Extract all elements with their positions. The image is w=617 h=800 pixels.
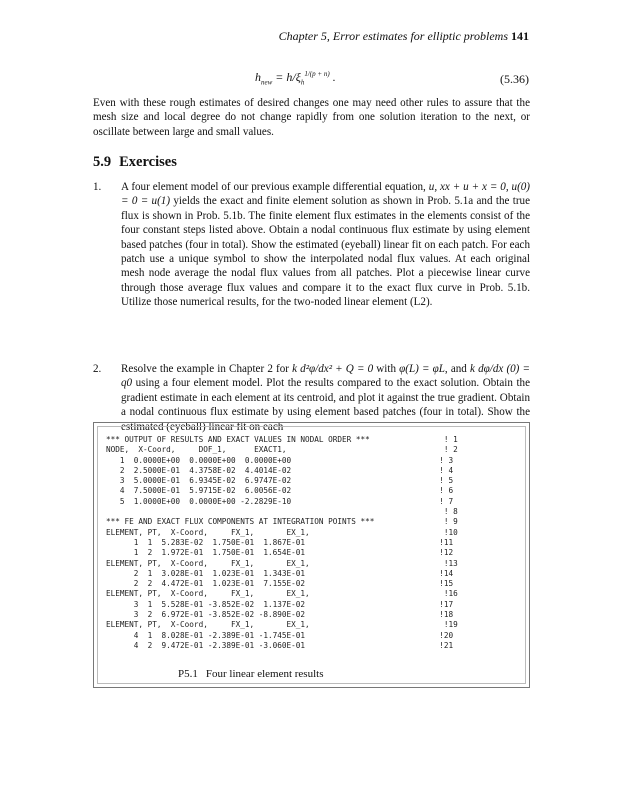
eq-xi-sub: h bbox=[300, 78, 305, 87]
section-number: 5.9 bbox=[93, 154, 112, 170]
exercise-text-part: yields the exact and finite element solution as shown in Prob. 5.1a and the true flux is shown in Prob. 5.1b. The finite element flux estimates in the elements consist of the four constant steps listed above. Obtain a nodal continuous flux estimate by using element based patches (four in total). Show the estimated (eyeball) linear fit on each patch. For each patch use a unique symbol to show the interpolated nodal flux values. At each original mesh node average the nodal flux values from all patches. Plot a piecewise linear curve through those average flux values and compare it to the exact flux curve in Prob. 5.1b. Utilize those numerical results, for the two-noded linear element (L2). bbox=[121, 195, 530, 309]
equation-5-36 bbox=[255, 70, 336, 86]
equation-number: (5.36) bbox=[500, 72, 529, 86]
figure-caption bbox=[178, 668, 323, 680]
eq-lhs-sub: new bbox=[261, 78, 273, 87]
exercise-math: k d²φ/dx² + Q = 0 bbox=[292, 363, 374, 375]
caption-text: Four linear element results bbox=[205, 668, 324, 680]
exercise-1 bbox=[93, 180, 530, 310]
eq-exponent: 1/(p + n) bbox=[304, 70, 330, 78]
exercise-text-part: with bbox=[373, 363, 400, 375]
page-number: 141 bbox=[511, 29, 529, 43]
exercise-text-part: A four element model of our previous example differential equation, bbox=[121, 181, 429, 193]
exercise-text-part: Resolve the example in Chapter 2 for bbox=[121, 363, 293, 375]
caption-label: P5.1 bbox=[178, 668, 198, 680]
eq-lhs: h bbox=[255, 70, 261, 84]
eq-rhs: = h/ξ bbox=[272, 70, 301, 84]
section-heading bbox=[93, 154, 177, 171]
exercise-text-part: using a four element model. Plot the results compared to the exact solution. Obtain the gradient estimate in each element at its centroid, and plot it against the true gradient. Obtain a nodal continuous flux estimate by using element based patches (four in total). Show the estimated (eyeball) linear fit on each bbox=[121, 377, 530, 433]
section-title: Exercises bbox=[119, 154, 177, 170]
running-header bbox=[279, 29, 529, 44]
exercise-number: 2. bbox=[93, 363, 102, 375]
console-output: *** OUTPUT OF RESULTS AND EXACT VALUES IN NODAL ORDER *** ! 1 NODE, X-Coord, DOF_1, EXACT1, ! 2 1 0.0000E+00 0.0000E+00 0.0000E+00 ! 3 2 2.5000E-01 4.3758E-02 4.4014E-02 ! 4 3 5.0000E-01 6.9345E-02 6.9747E-02 ! 5 4 7.5000E-01 5.9715E-02 6.0056E-02 ! 6 5 1.0000E+00 0.0000E+00 -2.2829E-10 ! 7 ! 8 *** FE AND EXACT FLUX COMPONENTS AT INTEGRATION POINTS *** ! 9 ELEMENT, PT, X-Coord, FX_1, EX_1, !10 1 1 5.283E-02 1.750E-01 1.867E-01 !11 1 2 1.972E-01 1.750E-01 1.654E-01 !12 ELEMENT, PT, X-Coord, FX_1, EX_1, !13 2 1 3.028E-01 1.023E-01 1.343E-01 !14 2 2 4.472E-01 1.023E-01 7.155E-02 !15 ELEMENT, PT, X-Coord, FX_1, EX_1, !16 3 1 5.528E-01 -3.852E-02 1.137E-02 !17 3 2 6.972E-01 -3.852E-02 -8.890E-02 !18 ELEMENT, PT, X-Coord, FX_1, EX_1, !19 4 1 8.028E-01 -2.389E-01 -1.745E-01 !20 4 2 9.472E-01 -2.389E-01 -3.060E-01 !21 bbox=[106, 435, 458, 650]
exercise-math: k dφ/dx (0) = q0 bbox=[121, 363, 531, 390]
eq-end: . bbox=[329, 70, 336, 84]
exercise-text-part: , and bbox=[444, 363, 470, 375]
exercise-math: u, xx + u + x = 0, u(0) = 0 = u(1) bbox=[121, 181, 530, 208]
intro-paragraph: Even with these rough estimates of desired changes one may need other rules to assure that the mesh size and local degree do not change rapidly from one solution iteration to the next, or oscillate between large and small values. bbox=[93, 97, 530, 138]
chapter-title: Chapter 5, Error estimates for elliptic problems bbox=[278, 29, 508, 43]
figure-frame bbox=[97, 426, 526, 684]
exercise-text bbox=[121, 180, 530, 310]
exercise-math: φ(L) = φL bbox=[399, 363, 445, 375]
figure-p5-1 bbox=[93, 422, 530, 688]
exercise-number: 1. bbox=[93, 181, 102, 193]
